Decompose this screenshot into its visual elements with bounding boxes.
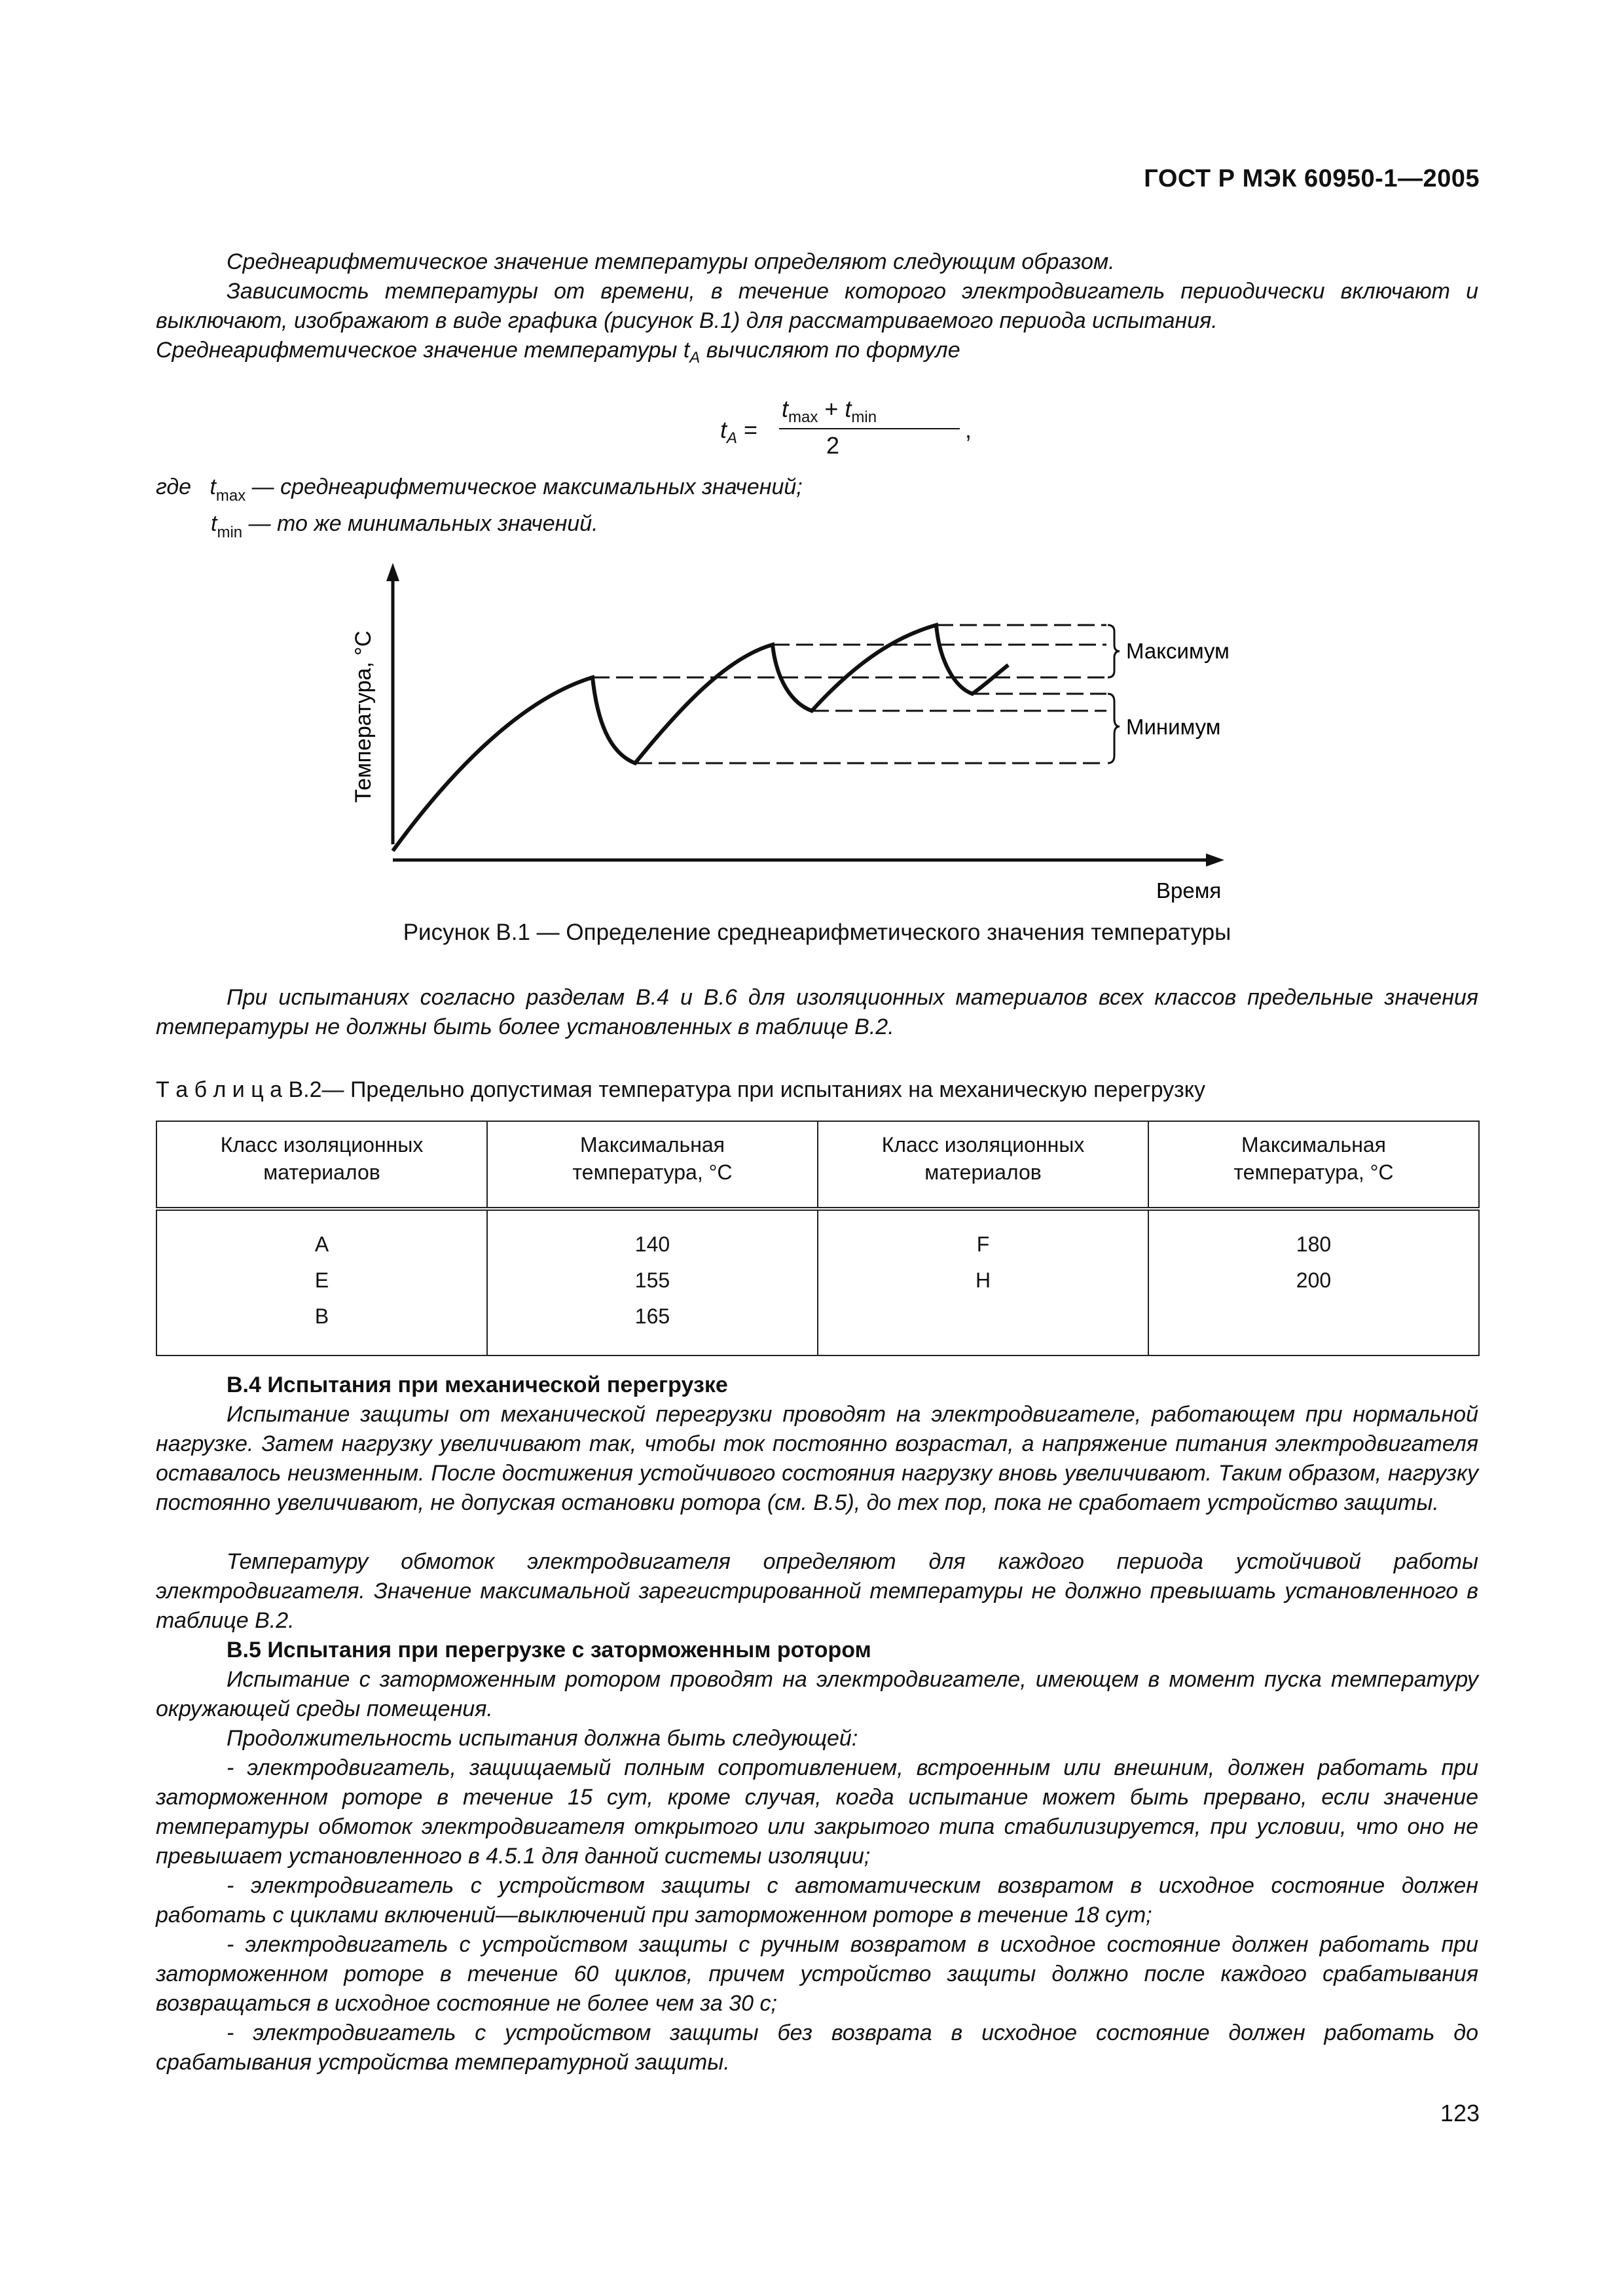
section-b5-paragraph-1: Испытание с заторможенным ротором проводят на электродвигателе, имеющем в момент пуска температуру окружающей среды помещения. (156, 1667, 1478, 1721)
label-minimum: Минимум (1126, 715, 1221, 739)
temperature-curve (393, 625, 1008, 851)
table-cell-max-temperature: 140 155 165 (487, 1209, 818, 1355)
table-header-cell: Максимальная температура, °С (1148, 1121, 1479, 1209)
x-axis-arrow (1206, 853, 1224, 867)
y-axis-arrow (386, 563, 399, 581)
tests-paragraph: При испытаниях согласно разделам В.4 и В.6 для изоляционных материалов всех классов предельные значения температуры не должны быть более установленных в таблице В.2. (156, 985, 1478, 1039)
section-b5-paragraph-3: - электродвигатель, защищаемый полным сопротивлением, встроенным или внешним, должен работать при заторможенном роторе в течение 15 сут, кроме случая, когда испытание может быть прервано, если значение температуры обмоток электродвигателя открытого или закрытого типа стабилизируется, при условии, что оно не превышает установленного в 4.5.1 для данной системы изоляции; (156, 1755, 1478, 1869)
intro-paragraph-2: Зависимость температуры от времени, в течение которого электродвигатель периодически включают и выключают, изображают в виде графика (рисунок В.1) для рассматриваемого периода испытания. (156, 279, 1478, 333)
page-number: 123 (1440, 2100, 1480, 2126)
fraction-bar (779, 428, 960, 429)
where-line-max: где $t_{max}$ — среднеарифметическое максимальных значений; (156, 475, 803, 505)
intro-paragraph-1: Среднеарифметическое значение температуры определяют следующим образом. (227, 249, 1115, 274)
formula-comma: , (965, 416, 972, 443)
reference-lines (593, 625, 1106, 763)
min-brace (1108, 694, 1120, 763)
table-header-row (156, 1121, 1479, 1209)
formula-numerator: $t_{max} + t_{min}$ (782, 395, 877, 426)
temperature-limits-table (156, 1121, 1480, 1356)
section-b5-paragraph-6: - электродвигатель с устройством защиты без возврата в исходное состояние должен работать до срабатывания устройства температурной защиты. (156, 2020, 1478, 2075)
section-b5-paragraph-5: - электродвигатель с устройством защиты с ручным возвратом в исходное состояние должен работать при заторможенном роторе в течение 60 циклов, причем устройство защиты должно после каждого срабатывания возвращаться в исходное состояние не более чем за 30 с; (156, 1932, 1478, 2016)
section-b4-paragraph-1: Испытание защиты от механической перегрузки проводят на электродвигателе, работающем при нормальной нагрузке. Затем нагрузку увеличивают так, чтобы ток постоянно возрастал, а напряжение питания электродвигателя оставалось неизменным. После достижения устойчивого состояния нагрузку вновь увеличивают. Таким образом, нагрузку постоянно увеличивают, не допуская остановки ротора (см. В.5), до тех пор, пока не сработает устройство защиты. (156, 1402, 1478, 1515)
formula-lhs: $t_A$ = (720, 416, 758, 447)
table-header-cell: Класс изоляционных материалов (156, 1121, 487, 1209)
table-row (156, 1209, 1479, 1355)
max-brace (1108, 625, 1120, 677)
mean-temperature-formula (714, 395, 972, 467)
x-axis-label: Время (1156, 878, 1222, 903)
table-cell-insulation-class: A E B (156, 1209, 487, 1355)
figure-caption: Рисунок В.1 — Определение среднеарифметического значения температуры (403, 920, 1231, 945)
section-b4-heading: В.4 Испытания при механической перегрузке (227, 1372, 728, 1397)
table-cell-insulation-class: F H (818, 1209, 1148, 1355)
table-title: Т а б л и ц а В.2— Предельно допустимая температура при испытаниях на механическую перегрузку (156, 1077, 1205, 1102)
label-maximum: Максимум (1126, 639, 1230, 663)
formula-denominator: 2 (826, 432, 840, 459)
table-header-cell: Максимальная температура, °С (487, 1121, 818, 1209)
section-b5-heading: В.5 Испытания при перегрузке с заторможенным ротором (227, 1638, 871, 1662)
table-cell-max-temperature: 180 200 (1148, 1209, 1479, 1355)
y-axis-label: Температура, °С (351, 630, 376, 803)
section-b4-paragraph-2: Температуру обмоток электродвигателя определяют для каждого периода устойчивой работы электродвигателя. Значение максимальной зарегистрированной температуры не должно превышать установленного в таблице В.2. (156, 1549, 1478, 1633)
section-b5-paragraph-4: - электродвигатель с устройством защиты с автоматическим возвратом в исходное состояние должен работать с циклами включений—выключений при заторможенном роторе в течение 18 сут; (156, 1873, 1478, 1928)
section-b5-paragraph-2: Продолжительность испытания должна быть следующей: (227, 1726, 858, 1751)
table-header-cell: Класс изоляционных материалов (818, 1121, 1148, 1209)
temperature-time-figure (327, 563, 1309, 916)
where-line-min: $t_{min}$ — то же минимальных значений. (211, 511, 598, 541)
intro-paragraph-3: Среднеарифметическое значение температуры $t_A$ вычисляют по формуле (156, 338, 960, 367)
document-standard-number: ГОСТ Р МЭК 60950-1—2005 (1144, 165, 1480, 192)
